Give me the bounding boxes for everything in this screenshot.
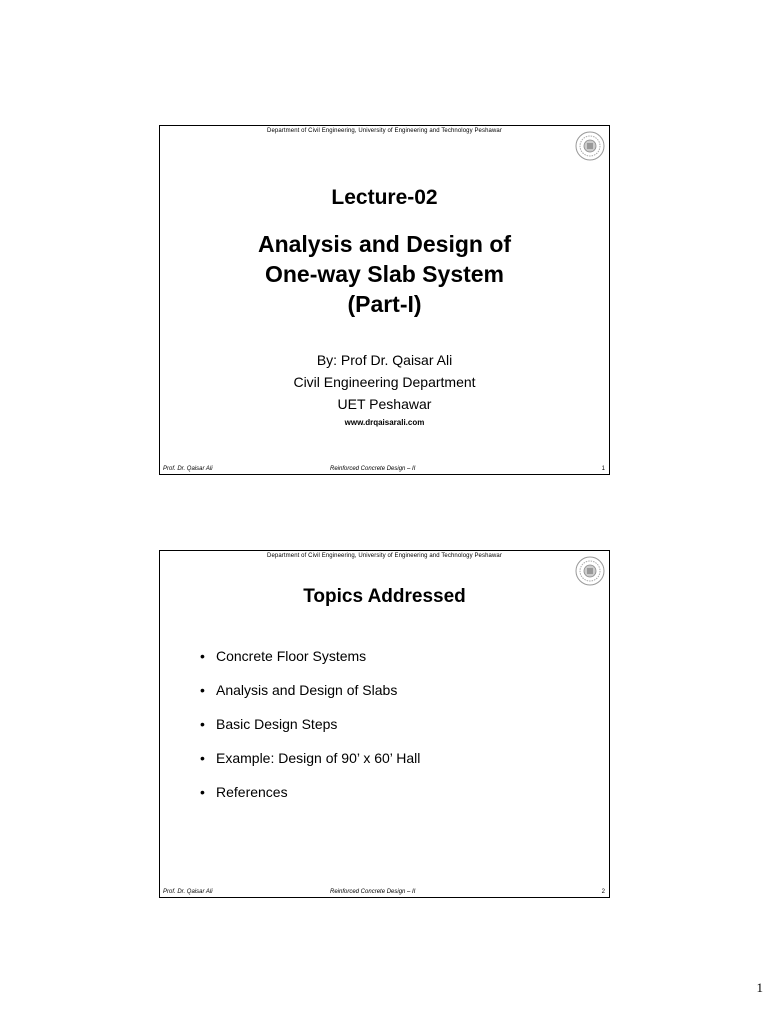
lecture-number: Lecture-02 xyxy=(331,186,438,209)
bullet-icon: • xyxy=(200,648,205,664)
slide-2 xyxy=(159,550,610,898)
list-item xyxy=(200,715,420,749)
author-line: UET Peshawar xyxy=(337,396,432,412)
slide-title xyxy=(160,229,609,319)
bullet-icon: • xyxy=(200,716,205,732)
footer-author: Prof. Dr. Qaisar Ali xyxy=(163,889,213,895)
slide-number: 1 xyxy=(601,466,605,472)
list-item xyxy=(200,749,420,783)
footer-course: Reinforced Concrete Design – II xyxy=(330,889,416,895)
website-link[interactable]: www.drqaisarali.com xyxy=(344,418,425,427)
author-block xyxy=(160,349,609,415)
title-line: (Part-I) xyxy=(347,291,422,317)
list-item xyxy=(200,647,420,681)
slide-header: Department of Civil Engineering, University of Engineering and Technology Peshawar xyxy=(267,128,502,134)
bullet-icon: • xyxy=(200,784,205,800)
university-seal-icon xyxy=(575,556,605,586)
topics-list xyxy=(200,647,420,817)
topic-label: Concrete Floor Systems xyxy=(216,648,367,664)
bullet-icon: • xyxy=(200,750,205,766)
title-line: Analysis and Design of xyxy=(257,231,512,257)
author-line: Civil Engineering Department xyxy=(293,374,476,390)
author-line: By: Prof Dr. Qaisar Ali xyxy=(316,352,453,368)
footer-course: Reinforced Concrete Design – II xyxy=(330,466,416,472)
slide-title: Topics Addressed xyxy=(303,586,466,607)
list-item xyxy=(200,783,420,817)
topic-label: References xyxy=(216,784,288,800)
title-line: One-way Slab System xyxy=(264,261,505,287)
slide-header: Department of Civil Engineering, University of Engineering and Technology Peshawar xyxy=(267,553,502,559)
slide-1 xyxy=(159,125,610,475)
topic-label: Example: Design of 90’ x 60’ Hall xyxy=(216,750,421,766)
slide-number: 2 xyxy=(601,889,605,895)
bullet-icon: • xyxy=(200,682,205,698)
page-number: 1 xyxy=(756,980,763,995)
topic-label: Basic Design Steps xyxy=(216,716,338,732)
footer-author: Prof. Dr. Qaisar Ali xyxy=(163,466,213,472)
topic-label: Analysis and Design of Slabs xyxy=(216,682,398,698)
university-seal-icon xyxy=(575,131,605,161)
list-item xyxy=(200,681,420,715)
